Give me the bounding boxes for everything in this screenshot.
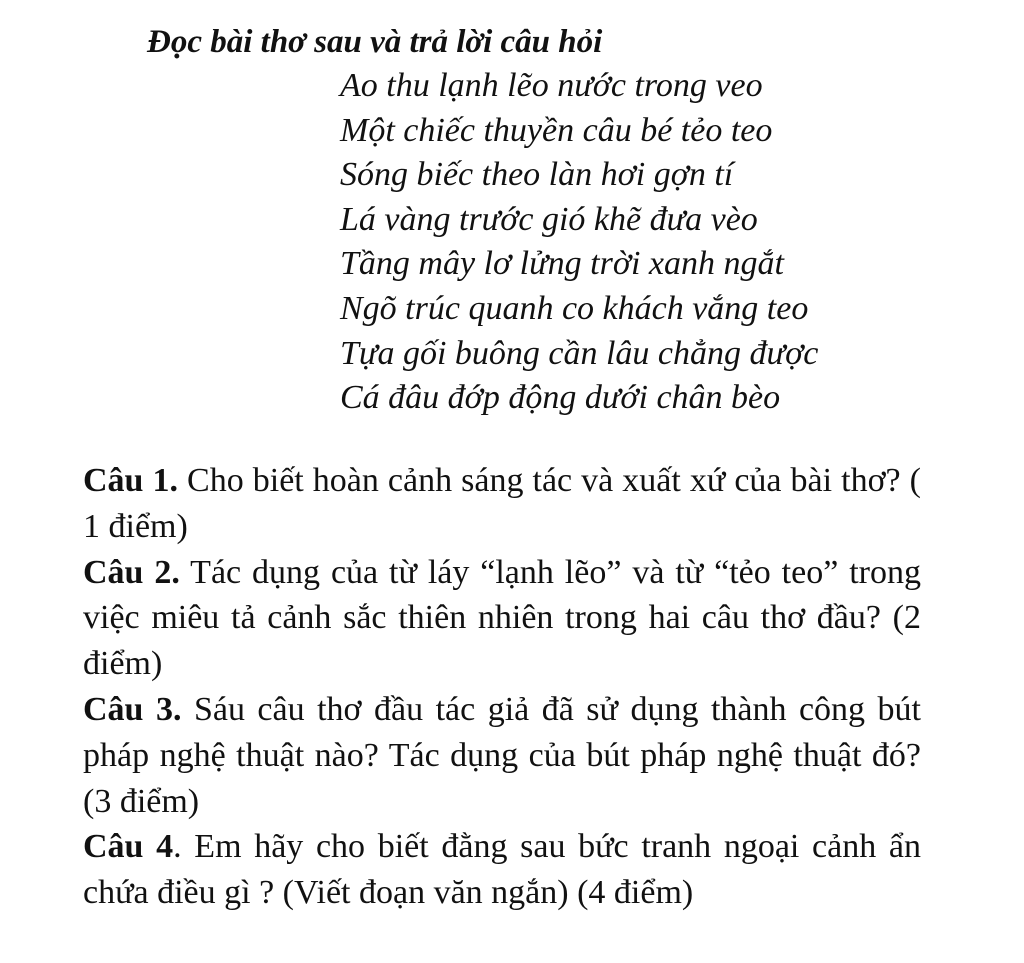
- poem-line: Cá đâu đớp động dưới chân bèo: [340, 379, 781, 417]
- question-1: [83, 458, 921, 550]
- poem-line: Ngõ trúc quanh co khách vắng teo: [340, 289, 809, 327]
- question-4: [83, 824, 921, 916]
- question-text: Sáu câu thơ đầu tác giả đã sử dụng thành công bút pháp nghệ thuật nào? Tác dụng của bút pháp nghệ thuật đó? (3 điểm): [83, 690, 921, 820]
- page-title: Đọc bài thơ sau và trả lời câu hỏi: [147, 24, 603, 60]
- question-text: . Em hãy cho biết đằng sau bức tranh ngoại cảnh ẩn chứa điều gì ? (Viết đoạn văn ngắn) (4 điểm): [83, 828, 921, 912]
- question-3: [83, 687, 921, 824]
- question-2: [83, 550, 921, 687]
- question-label: Câu 1.: [83, 462, 179, 499]
- poem-line: Tựa gối buông cần lâu chẳng được: [340, 334, 819, 372]
- question-list: [83, 458, 921, 916]
- poem-line: Sóng biếc theo làn hơi gợn tí: [340, 156, 734, 194]
- question-text: Tác dụng của từ láy “lạnh lẽo” và từ “tẻo teo” trong việc miêu tả cảnh sắc thiên nhiên trong hai câu thơ đầu? (2 điểm): [83, 553, 921, 683]
- poem-line: Ao thu lạnh lẽo nước trong veo: [340, 67, 763, 104]
- poem-line: Lá vàng trước gió khẽ đưa vèo: [340, 200, 758, 238]
- question-label: Câu 4: [83, 828, 174, 866]
- question-label: Câu 3.: [83, 690, 182, 728]
- poem: [340, 64, 818, 421]
- question-text: Cho biết hoàn cảnh sáng tác và xuất xứ của bài thơ? ( 1 điểm): [83, 462, 922, 545]
- poem-line: Tầng mây lơ lửng trời xanh ngắt: [340, 245, 784, 283]
- poem-line: Một chiếc thuyền câu bé tẻo teo: [340, 111, 773, 149]
- question-label: Câu 2.: [83, 553, 180, 591]
